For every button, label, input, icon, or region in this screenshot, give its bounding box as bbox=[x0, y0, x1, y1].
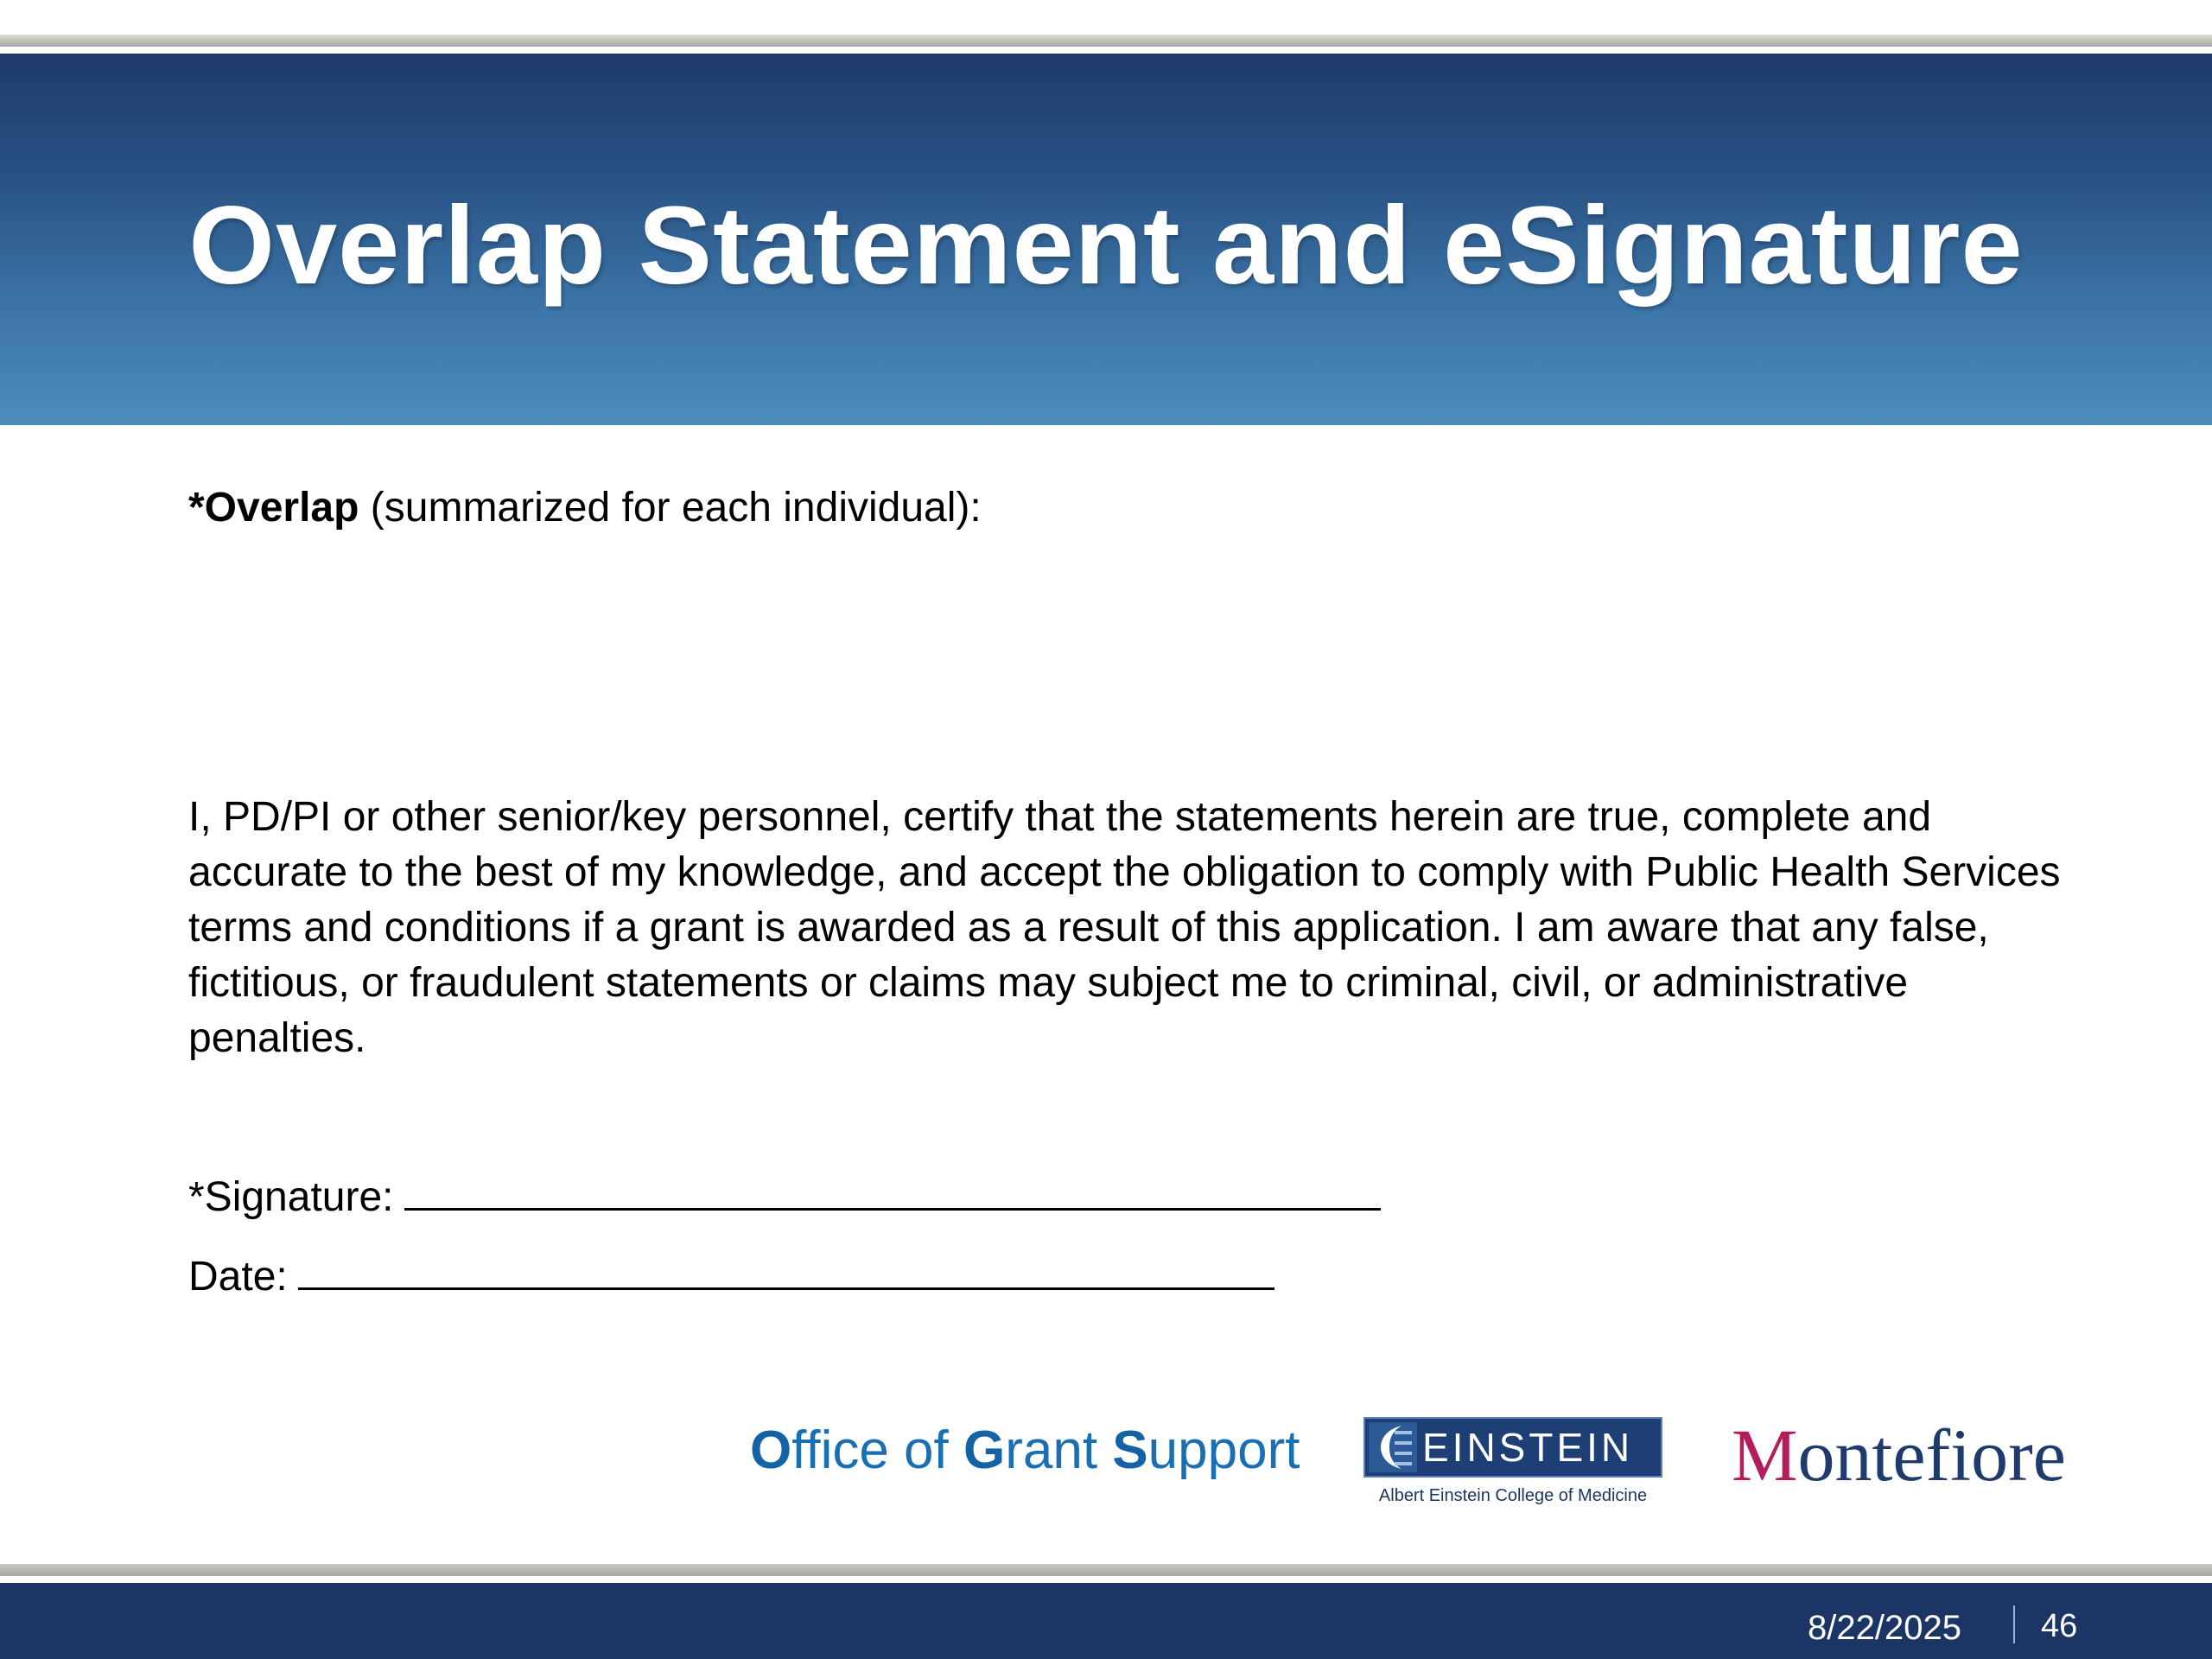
einstein-badge bbox=[1363, 1417, 1662, 1478]
overlap-description: (summarized for each individual): bbox=[359, 485, 982, 531]
einstein-emblem-icon bbox=[1369, 1422, 1417, 1472]
bottom-divider bbox=[0, 1564, 2212, 1576]
top-divider bbox=[0, 35, 2212, 47]
einstein-subtitle: Albert Einstein College of Medicine bbox=[1378, 1486, 1648, 1505]
slide-title: Overlap Statement and eSignature bbox=[188, 184, 2024, 308]
einstein-wordmark: EINSTEIN bbox=[1422, 1425, 1634, 1470]
page-number: 46 bbox=[2041, 1608, 2078, 1644]
overlap-heading bbox=[188, 480, 982, 536]
footer-date: 8/22/2025 bbox=[1808, 1609, 1961, 1647]
certification-paragraph: I, PD/PI or other senior/key personnel, certify that the statements herein are true, complete and accurate to the best of my knowledge, and accept the obligation to comply with Public Health Services terms and conditions if a grant is awarded as a result of this application. I am aware that any false, fictitious, or fraudulent statements or claims may subject me to criminal, civil, or administrative penalties. bbox=[188, 794, 2061, 1061]
date-label: Date: bbox=[188, 1254, 288, 1300]
office-of-grant-support-logo: Office of Grant Support bbox=[750, 1421, 1300, 1480]
overlap-label: *Overlap bbox=[188, 485, 359, 531]
einstein-logo bbox=[1363, 1417, 1662, 1514]
logo-row bbox=[0, 1408, 2212, 1521]
signature-label: *Signature: bbox=[188, 1174, 394, 1220]
footer-separator bbox=[2013, 1605, 2015, 1643]
montefiore-logo: Montefiore bbox=[1732, 1414, 2066, 1497]
date-line bbox=[188, 1249, 1274, 1305]
signature-blank bbox=[404, 1208, 1381, 1211]
date-blank bbox=[298, 1287, 1274, 1290]
signature-line bbox=[188, 1170, 1381, 1225]
